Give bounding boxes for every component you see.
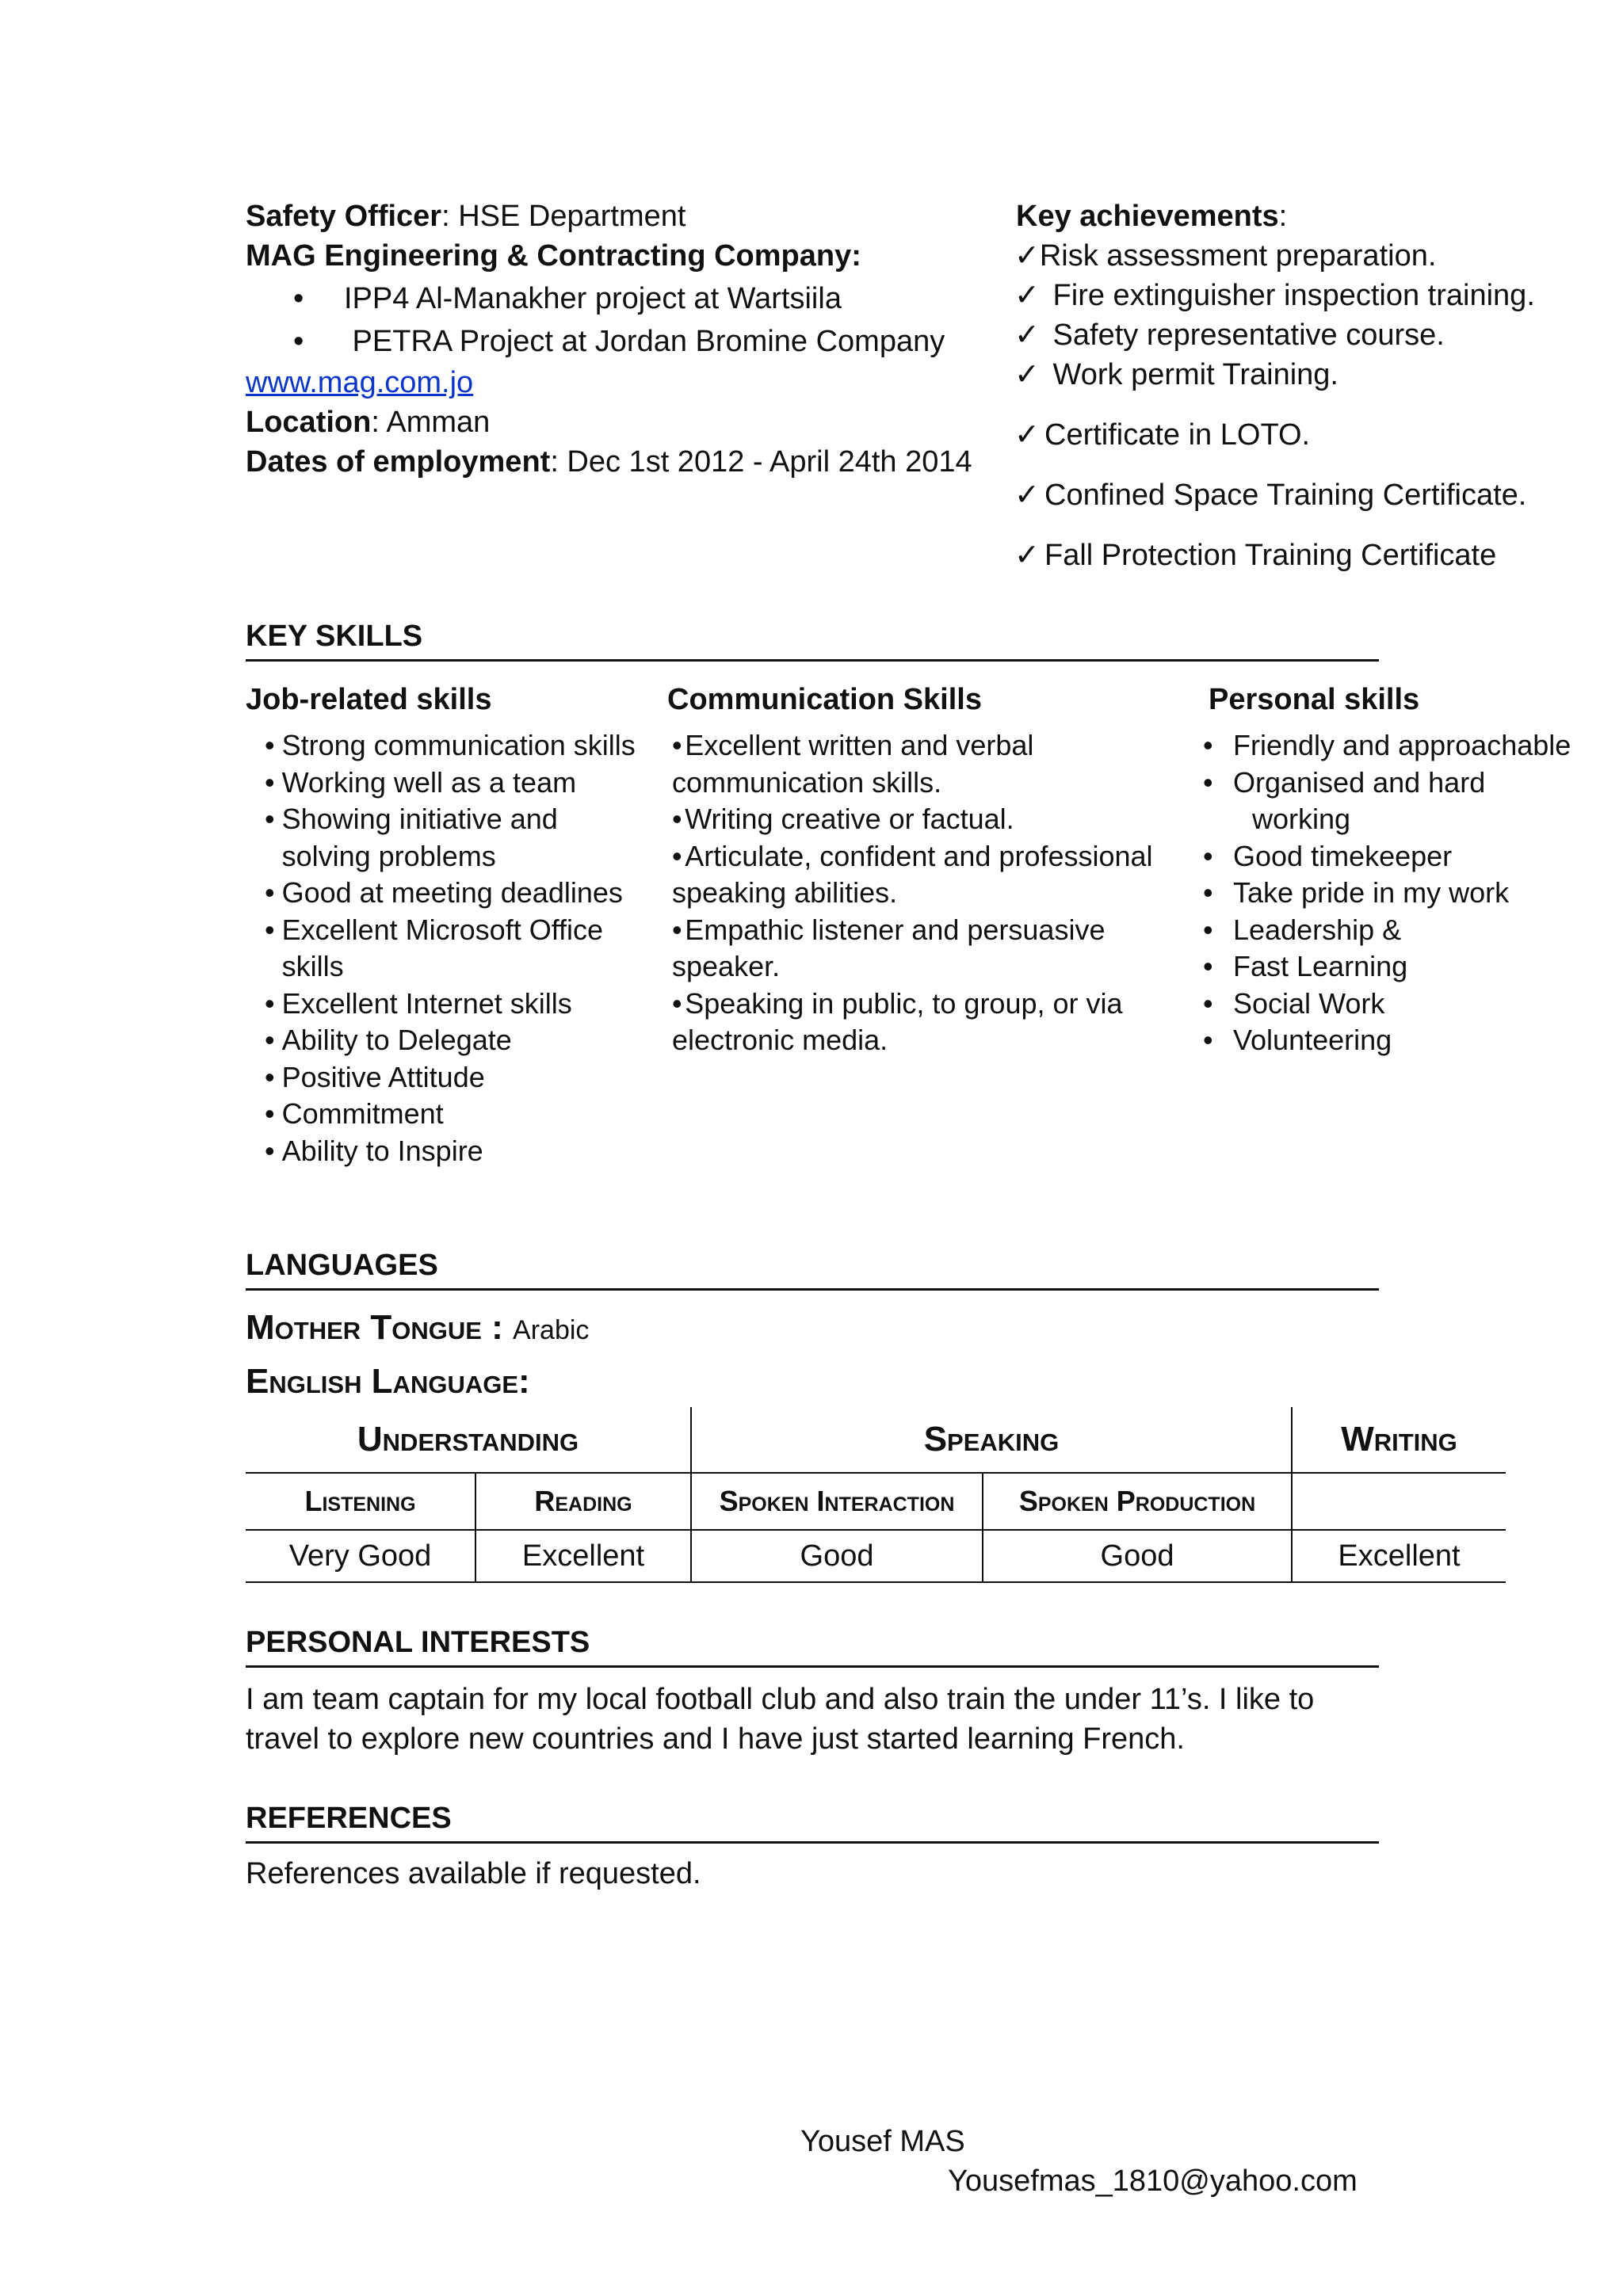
skill-label: Organised and hard (1233, 765, 1486, 799)
spoken-interaction-value: Good (691, 1530, 983, 1582)
footer-name: Yousef MAS (800, 2125, 965, 2158)
skill-label: Working well as a team (281, 765, 577, 799)
writing-header: Writing (1292, 1407, 1506, 1473)
location-value: : Amman (371, 406, 491, 439)
personal-interests-heading: PERSONAL INTERESTS (246, 1626, 590, 1659)
skill-label: Empathic listener and persuasive (685, 913, 1106, 946)
skill-label: Excellent Internet skills (281, 986, 572, 1020)
reading-header: Reading (475, 1473, 691, 1530)
section-divider (246, 1665, 1379, 1668)
skill-label: Showing initiative and (281, 803, 558, 835)
achievement-item (1014, 236, 1436, 277)
personal-skills-title: Personal skills (1209, 683, 1420, 716)
list-item (1203, 912, 1571, 949)
languages-heading: LANGUAGES (246, 1249, 438, 1282)
location-line (246, 402, 490, 443)
achievement-label: Certificate in LOTO. (1044, 418, 1311, 452)
section-divider (246, 659, 1379, 662)
section-divider (246, 1841, 1379, 1844)
communication-skills-list (672, 727, 1153, 1059)
skill-label: Ability to Delegate (281, 1024, 512, 1056)
role-label: Safety Officer (246, 200, 442, 233)
listening-header: Listening (246, 1473, 475, 1530)
achievement-label: Work permit Training. (1044, 358, 1338, 391)
role-value: : HSE Department (441, 200, 686, 233)
skill-label: Friendly and approachable (1233, 729, 1571, 761)
project-item (293, 322, 945, 362)
listening-value: Very Good (246, 1530, 475, 1582)
bullet-icon: • (265, 1060, 275, 1093)
bullet-icon: • (672, 839, 682, 872)
list-item-continued (1203, 801, 1571, 838)
achievements-title (1016, 196, 1287, 237)
list-item (1203, 765, 1571, 802)
bullet-icon: • (265, 765, 275, 799)
skill-label: electronic media. (672, 1024, 888, 1056)
achievement-item (1014, 475, 1526, 516)
list-item (1203, 1022, 1571, 1059)
section-divider (246, 1288, 1379, 1291)
bullet-icon: • (672, 986, 682, 1020)
list-item-continued (672, 875, 1153, 912)
bullet-icon: • (1203, 765, 1213, 799)
skill-label: Volunteering (1233, 1024, 1392, 1056)
skill-label: communication skills. (672, 765, 942, 799)
skill-label: Good timekeeper (1233, 839, 1453, 872)
bullet-icon: • (265, 876, 275, 909)
communication-skills-title: Communication Skills (667, 683, 982, 716)
mother-tongue-line (246, 1307, 589, 1351)
check-icon: ✓ (1014, 318, 1040, 352)
mother-tongue-value: Arabic (513, 1315, 590, 1345)
writing-value: Excellent (1292, 1530, 1506, 1582)
bullet-icon: • (1203, 839, 1213, 872)
list-item (265, 801, 636, 838)
bullet-icon: • (265, 803, 275, 835)
project-item (293, 279, 842, 319)
bullet-icon: • (1203, 913, 1213, 946)
english-language-label: English Language: (246, 1362, 530, 1401)
skill-label: Social Work (1233, 986, 1385, 1020)
check-icon: ✓ (1014, 539, 1040, 572)
bullet-icon: • (672, 729, 682, 761)
skill-label: Leadership & (1233, 913, 1402, 946)
check-icon: ✓ (1014, 279, 1040, 312)
skill-label: Writing creative or factual. (685, 803, 1014, 835)
job-skills-title: Job-related skills (246, 683, 492, 716)
interests-text-line: travel to explore new countries and I have just started learning French. (246, 1722, 1185, 1756)
skill-label: Take pride in my work (1233, 876, 1510, 909)
bullet-icon: • (1203, 1024, 1213, 1056)
skill-label: solving problems (281, 839, 496, 872)
list-item-continued (672, 1022, 1153, 1059)
list-item (1203, 727, 1571, 765)
list-item (265, 875, 636, 912)
achievement-label: Risk assessment preparation. (1039, 239, 1437, 273)
list-item (1203, 838, 1571, 875)
achievement-item (1014, 355, 1338, 395)
bullet-icon: • (1203, 876, 1213, 909)
achievements-title-colon: : (1278, 200, 1288, 233)
project-label: PETRA Project at Jordan Bromine Company (344, 325, 945, 358)
skill-label: working (1252, 803, 1351, 835)
bullet-icon: • (265, 1097, 275, 1130)
list-item (265, 986, 636, 1023)
achievements-title-label: Key achievements (1016, 200, 1279, 233)
skill-label: Commitment (281, 1097, 444, 1130)
skill-label: Articulate, confident and professional (685, 839, 1153, 872)
list-item (265, 765, 636, 802)
list-item (265, 912, 636, 949)
role-line (246, 196, 685, 237)
skill-label: speaking abilities. (672, 876, 898, 909)
achievement-label: Confined Space Training Certificate. (1044, 479, 1527, 512)
list-item (672, 986, 1153, 1023)
skill-label: Fast Learning (1233, 950, 1408, 982)
list-item (1203, 875, 1571, 912)
spoken-production-value: Good (983, 1530, 1292, 1582)
list-item (672, 838, 1153, 875)
project-label: IPP4 Al-Manakher project at Wartsiila (344, 282, 842, 315)
footer-email: Yousefmas_1810@yahoo.com (948, 2164, 1358, 2198)
skill-label: Excellent written and verbal (685, 729, 1034, 761)
list-item (265, 1022, 636, 1059)
bullet-icon: • (293, 282, 304, 315)
list-item (265, 727, 636, 765)
achievement-item (1014, 536, 1496, 576)
bullet-icon: • (1203, 986, 1213, 1020)
list-item-continued (672, 765, 1153, 802)
bullet-icon: • (265, 986, 275, 1020)
list-item (672, 912, 1153, 949)
company-name: MAG Engineering & Contracting Company: (246, 239, 861, 273)
list-item (1203, 948, 1571, 986)
dates-value: : Dec 1st 2012 - April 24th 2014 (550, 445, 972, 479)
key-skills-heading: KEY SKILLS (246, 620, 423, 653)
skill-label: Good at meeting deadlines (281, 876, 623, 909)
mother-tongue-label: Mother Tongue : (246, 1308, 503, 1347)
bullet-icon: • (265, 729, 275, 761)
list-item-continued (672, 948, 1153, 986)
skill-label: Strong communication skills (281, 729, 636, 761)
interests-text-line: I am team captain for my local football club and also train the under 11’s. I like to (246, 1683, 1315, 1716)
check-icon: ✓ (1014, 479, 1040, 512)
check-icon: ✓ (1014, 418, 1040, 452)
bullet-icon: • (1203, 729, 1213, 761)
bullet-icon: • (672, 913, 682, 946)
spoken-production-header: Spoken Production (983, 1473, 1292, 1530)
list-item (265, 1059, 636, 1097)
list-item (1203, 986, 1571, 1023)
skill-label: Speaking in public, to group, or via (685, 986, 1123, 1020)
understanding-header: Understanding (246, 1407, 691, 1473)
speaking-header: Speaking (691, 1407, 1292, 1473)
check-icon: ✓ (1014, 239, 1040, 273)
check-icon: ✓ (1014, 358, 1040, 391)
bullet-icon: • (265, 913, 275, 946)
references-heading: REFERENCES (246, 1802, 452, 1835)
bullet-icon: • (265, 1134, 275, 1167)
achievement-label: Fall Protection Training Certificate (1044, 539, 1497, 572)
table-row (246, 1473, 1506, 1530)
company-website-link[interactable]: www.mag.com.jo (246, 366, 474, 399)
achievement-item (1014, 315, 1445, 356)
skill-label: Positive Attitude (281, 1060, 485, 1093)
bullet-icon: • (265, 1024, 275, 1056)
skill-label: speaker. (672, 950, 781, 982)
personal-skills-list (1203, 727, 1571, 1059)
bullet-icon: • (672, 803, 682, 835)
dates-line (246, 442, 972, 482)
bullet-icon: • (1203, 950, 1213, 982)
skill-label: skills (281, 950, 344, 982)
achievement-item (1014, 415, 1310, 456)
skill-label: Ability to Inspire (281, 1134, 483, 1167)
table-row (246, 1530, 1506, 1582)
spoken-interaction-header: Spoken Interaction (691, 1473, 983, 1530)
achievement-label: Fire extinguisher inspection training. (1044, 279, 1535, 312)
table-row (246, 1407, 1506, 1473)
bullet-icon: • (293, 325, 304, 358)
reading-value: Excellent (475, 1530, 691, 1582)
job-skills-list (265, 727, 636, 1169)
list-item (265, 1133, 636, 1170)
location-label: Location (246, 406, 372, 439)
language-proficiency-table (246, 1407, 1506, 1583)
achievement-item (1014, 276, 1535, 316)
skill-label: Excellent Microsoft Office (281, 913, 604, 946)
list-item (672, 801, 1153, 838)
list-item-continued (265, 948, 636, 986)
achievement-label: Safety representative course. (1044, 318, 1445, 352)
list-item-continued (265, 838, 636, 875)
empty-cell (1292, 1473, 1506, 1530)
dates-label: Dates of employment (246, 445, 551, 479)
list-item (672, 727, 1153, 765)
references-text: References available if requested. (246, 1857, 701, 1890)
list-item (265, 1096, 636, 1133)
